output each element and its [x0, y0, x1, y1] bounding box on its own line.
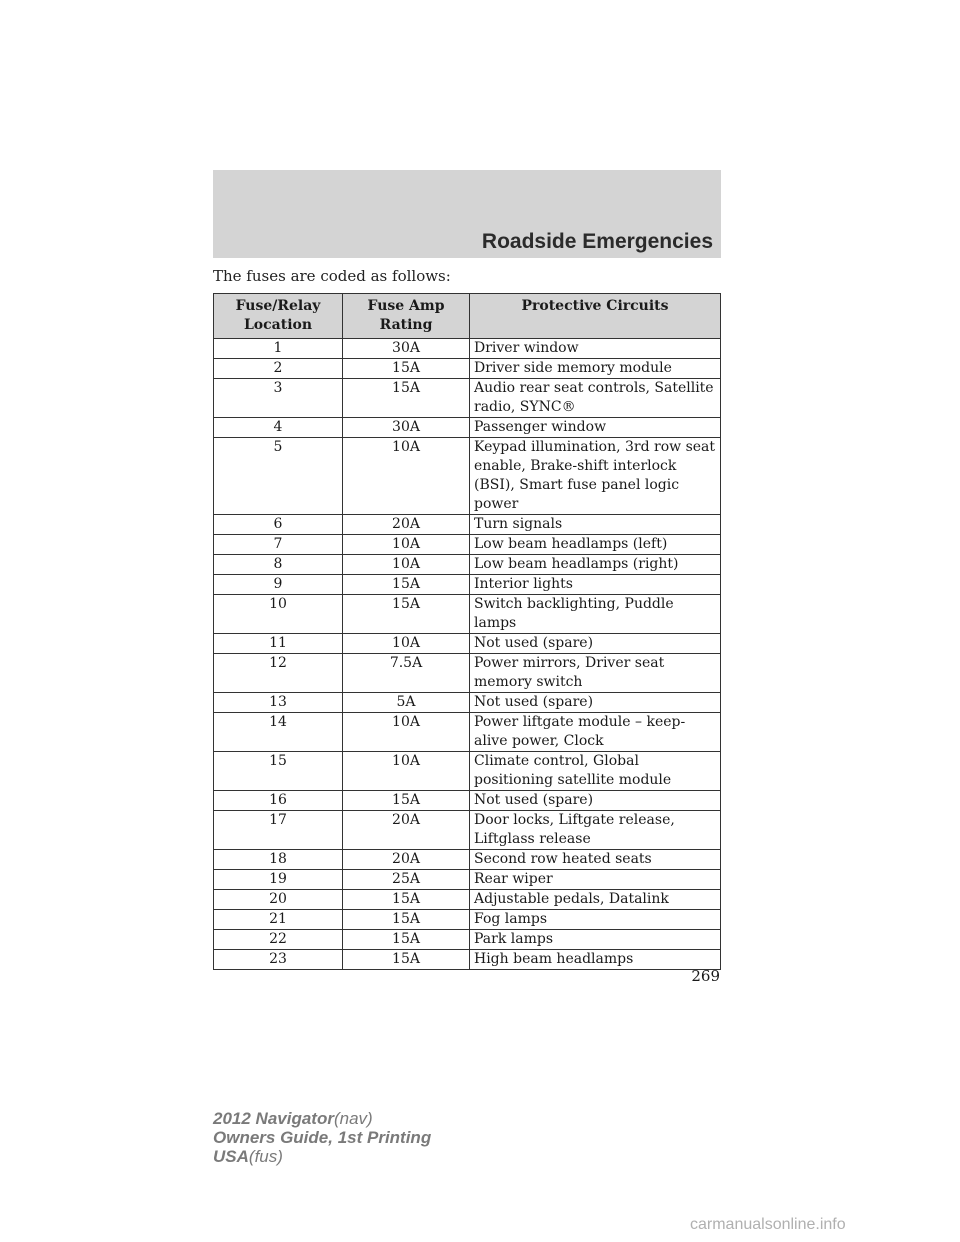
table-row	[214, 693, 721, 713]
cell-amp-rating: 10A	[343, 535, 470, 555]
cell-protective-circuits: Not used (spare)	[470, 634, 721, 654]
cell-location: 12	[214, 654, 343, 693]
table-row	[214, 418, 721, 438]
cell-protective-circuits: Turn signals	[470, 515, 721, 535]
table-row	[214, 575, 721, 595]
cell-amp-rating: 5A	[343, 693, 470, 713]
cell-protective-circuits: Adjustable pedals, Datalink	[470, 890, 721, 910]
cell-protective-circuits: Low beam headlamps (right)	[470, 555, 721, 575]
cell-amp-rating: 25A	[343, 870, 470, 890]
footer-line-2: Owners Guide, 1st Printing	[213, 1128, 432, 1147]
cell-amp-rating: 10A	[343, 438, 470, 515]
document-footer	[213, 1109, 431, 1166]
cell-protective-circuits: Interior lights	[470, 575, 721, 595]
cell-protective-circuits: Keypad illumination, 3rd row seat enable, Brake-shift interlock (BSI), Smart fuse panel logic power	[470, 438, 721, 515]
cell-amp-rating: 15A	[343, 595, 470, 634]
cell-protective-circuits: Not used (spare)	[470, 693, 721, 713]
cell-location: 15	[214, 752, 343, 791]
cell-protective-circuits: Second row heated seats	[470, 850, 721, 870]
cell-location: 9	[214, 575, 343, 595]
cell-amp-rating: 15A	[343, 575, 470, 595]
table-header-row	[214, 294, 721, 339]
cell-protective-circuits: Door locks, Liftgate release, Liftglass release	[470, 811, 721, 850]
table-row	[214, 791, 721, 811]
cell-amp-rating: 7.5A	[343, 654, 470, 693]
column-header-amp-rating: Fuse Amp Rating	[343, 294, 470, 339]
cell-protective-circuits: Audio rear seat controls, Satellite radio, SYNC®	[470, 379, 721, 418]
cell-location: 16	[214, 791, 343, 811]
cell-amp-rating: 10A	[343, 555, 470, 575]
cell-location: 5	[214, 438, 343, 515]
cell-location: 4	[214, 418, 343, 438]
table-row	[214, 515, 721, 535]
cell-location: 1	[214, 339, 343, 359]
cell-protective-circuits: Power liftgate module – keep-alive power, Clock	[470, 713, 721, 752]
cell-amp-rating: 15A	[343, 359, 470, 379]
footer-line-1	[213, 1109, 431, 1128]
cell-protective-circuits: Power mirrors, Driver seat memory switch	[470, 654, 721, 693]
cell-location: 3	[214, 379, 343, 418]
cell-location: 6	[214, 515, 343, 535]
cell-amp-rating: 15A	[343, 910, 470, 930]
cell-location: 2	[214, 359, 343, 379]
cell-amp-rating: 20A	[343, 850, 470, 870]
cell-protective-circuits: Park lamps	[470, 930, 721, 950]
cell-amp-rating: 15A	[343, 930, 470, 950]
footer-line-3	[213, 1147, 431, 1166]
cell-protective-circuits: Fog lamps	[470, 910, 721, 930]
cell-location: 11	[214, 634, 343, 654]
cell-protective-circuits: Passenger window	[470, 418, 721, 438]
cell-location: 7	[214, 535, 343, 555]
cell-location: 19	[214, 870, 343, 890]
column-header-location: Fuse/Relay Location	[214, 294, 343, 339]
cell-amp-rating: 15A	[343, 950, 470, 970]
cell-location: 17	[214, 811, 343, 850]
table-row	[214, 555, 721, 575]
cell-amp-rating: 30A	[343, 339, 470, 359]
footer-market: USA	[213, 1147, 249, 1166]
table-row	[214, 359, 721, 379]
cell-location: 18	[214, 850, 343, 870]
cell-location: 14	[214, 713, 343, 752]
fuse-table	[213, 293, 721, 970]
fuse-table-body	[214, 339, 721, 970]
footer-model-code: (nav)	[333, 1109, 373, 1128]
table-row	[214, 890, 721, 910]
table-row	[214, 950, 721, 970]
table-row	[214, 339, 721, 359]
cell-location: 21	[214, 910, 343, 930]
cell-location: 22	[214, 930, 343, 950]
table-row	[214, 910, 721, 930]
cell-protective-circuits: Climate control, Global positioning satellite module	[470, 752, 721, 791]
cell-amp-rating: 15A	[343, 890, 470, 910]
footer-market-code: (fus)	[248, 1147, 283, 1166]
cell-protective-circuits: Driver window	[470, 339, 721, 359]
table-row	[214, 438, 721, 515]
watermark: carmanualsonline.info	[690, 1216, 846, 1233]
cell-amp-rating: 10A	[343, 752, 470, 791]
table-row	[214, 713, 721, 752]
table-row	[214, 752, 721, 791]
cell-location: 8	[214, 555, 343, 575]
section-title: Roadside Emergencies	[481, 230, 713, 253]
cell-location: 20	[214, 890, 343, 910]
cell-amp-rating: 20A	[343, 515, 470, 535]
table-row	[214, 595, 721, 634]
cell-location: 23	[214, 950, 343, 970]
cell-location: 13	[214, 693, 343, 713]
cell-amp-rating: 20A	[343, 811, 470, 850]
table-row	[214, 850, 721, 870]
table-row	[214, 535, 721, 555]
cell-protective-circuits: Driver side memory module	[470, 359, 721, 379]
cell-amp-rating: 10A	[343, 713, 470, 752]
table-row	[214, 654, 721, 693]
cell-amp-rating: 30A	[343, 418, 470, 438]
cell-protective-circuits: Not used (spare)	[470, 791, 721, 811]
table-row	[214, 811, 721, 850]
page-number: 269	[691, 967, 720, 985]
intro-text: The fuses are coded as follows:	[213, 267, 451, 285]
cell-protective-circuits: High beam headlamps	[470, 950, 721, 970]
cell-protective-circuits: Rear wiper	[470, 870, 721, 890]
table-row	[214, 379, 721, 418]
cell-amp-rating: 15A	[343, 379, 470, 418]
cell-amp-rating: 10A	[343, 634, 470, 654]
table-row	[214, 870, 721, 890]
column-header-protective-circuits: Protective Circuits	[470, 294, 721, 339]
footer-model: 2012 Navigator	[213, 1109, 334, 1128]
table-row	[214, 930, 721, 950]
cell-protective-circuits: Low beam headlamps (left)	[470, 535, 721, 555]
cell-amp-rating: 15A	[343, 791, 470, 811]
cell-protective-circuits: Switch backlighting, Puddle lamps	[470, 595, 721, 634]
table-row	[214, 634, 721, 654]
cell-location: 10	[214, 595, 343, 634]
